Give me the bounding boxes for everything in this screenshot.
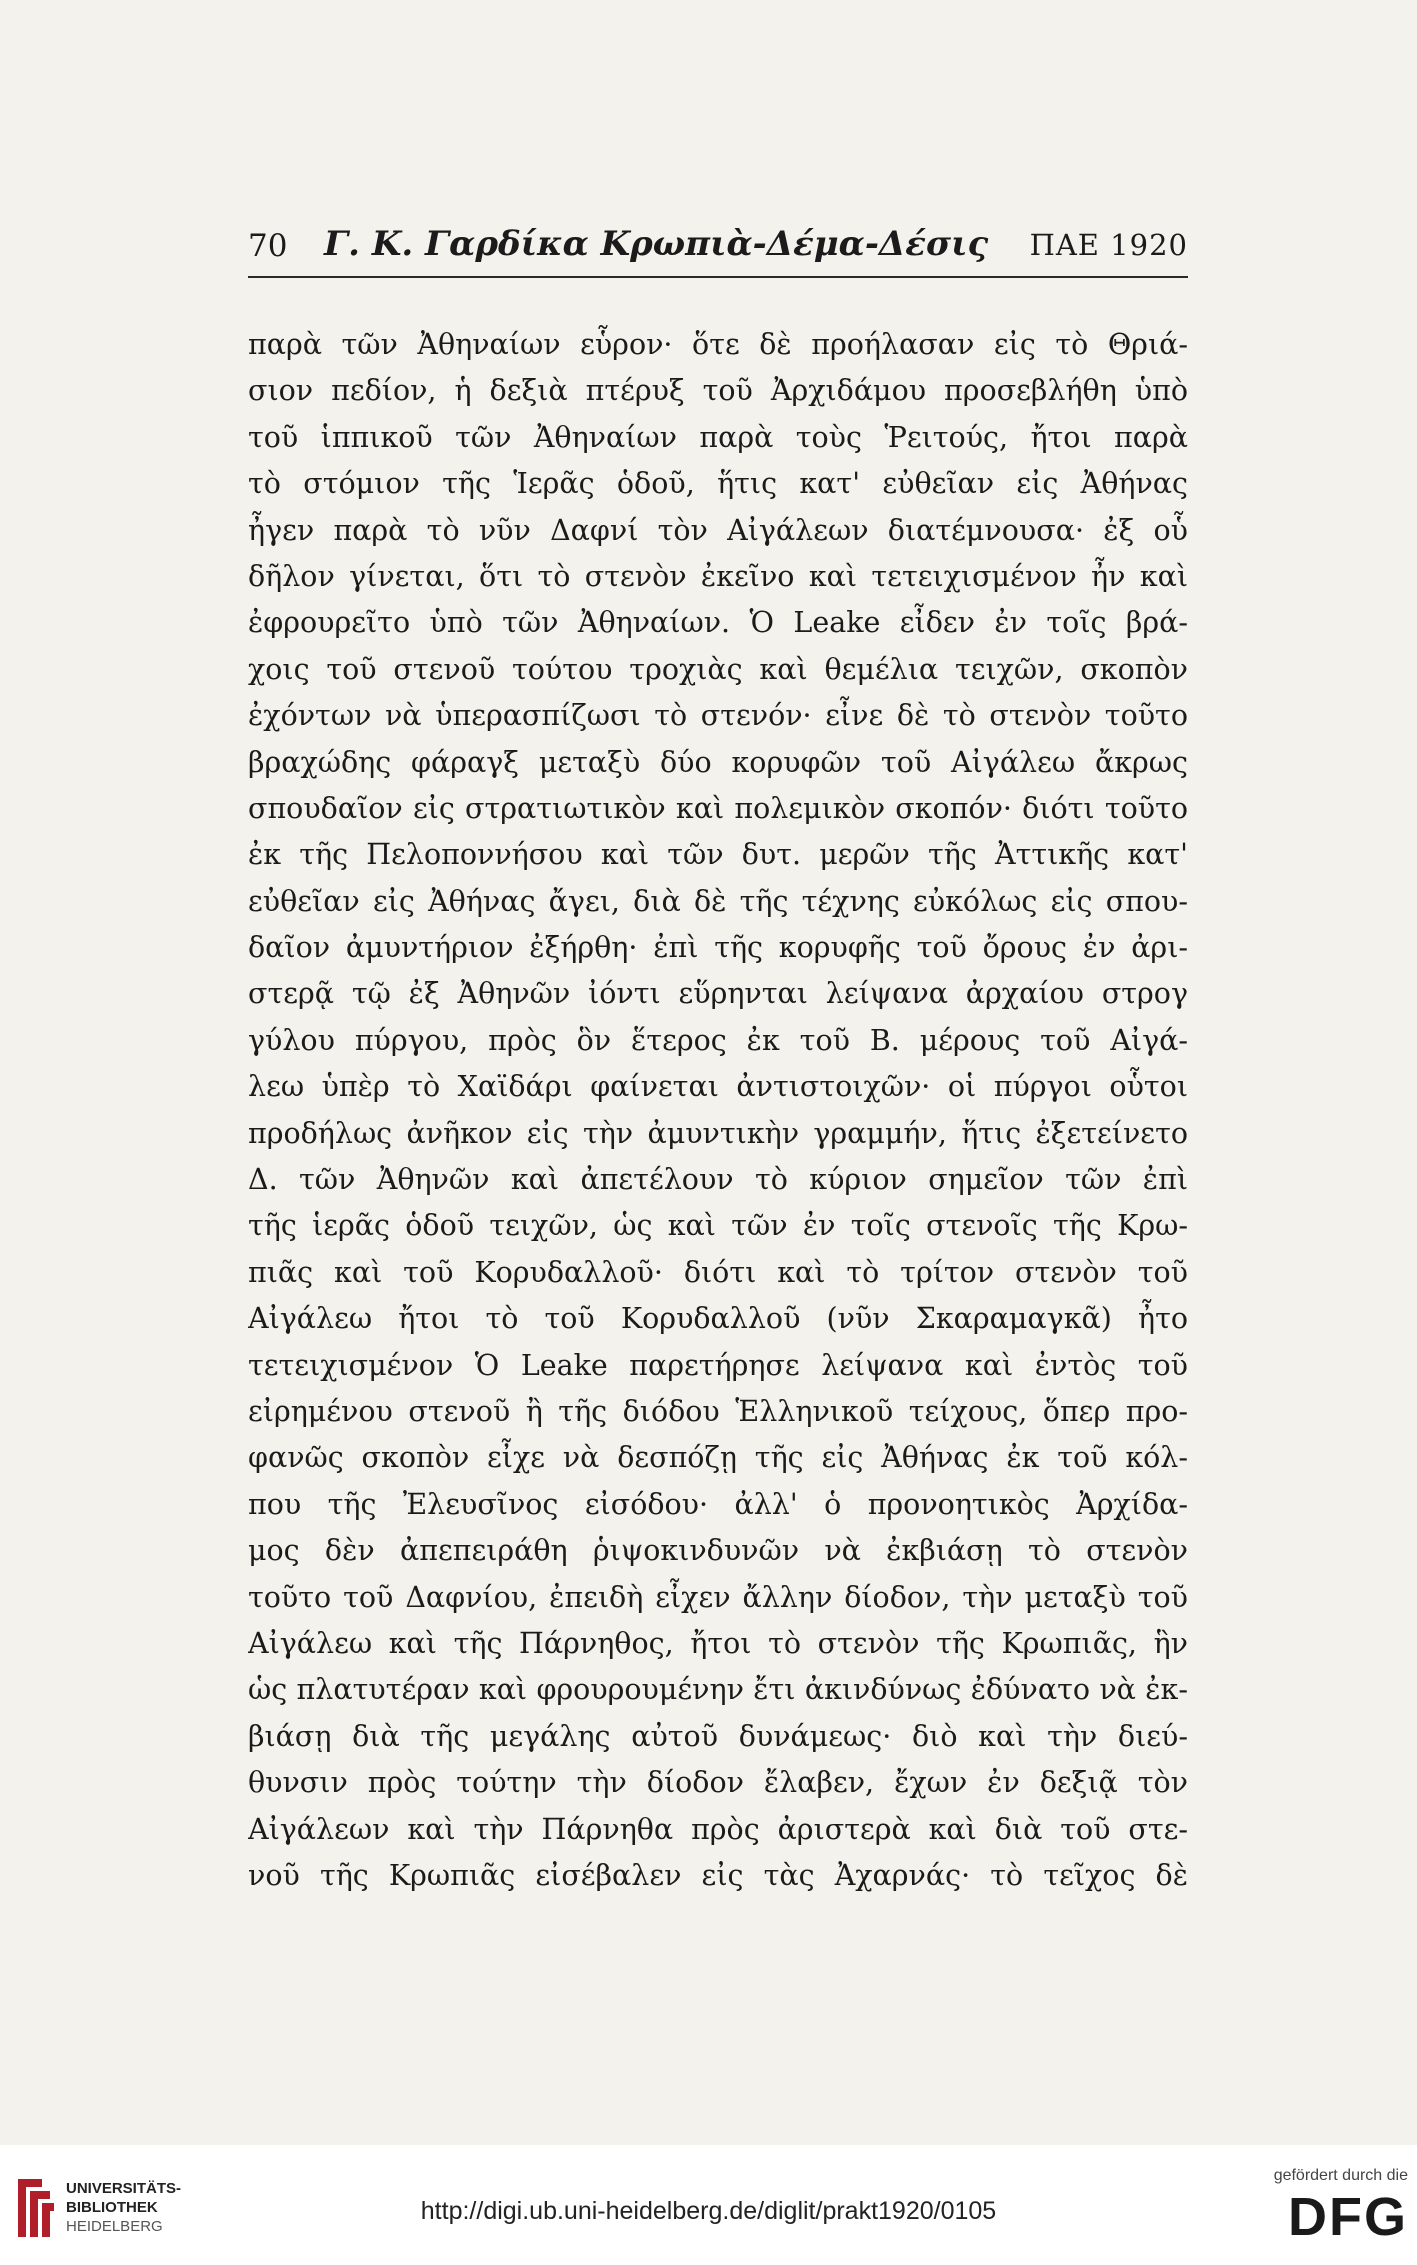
text-line: ἐκ τῆς Πελοποννήσου καὶ τῶν δυτ. μερῶν τῆς Ἀττικῆς κατ'	[248, 838, 1188, 872]
text-line: σπουδαῖον εἰς στρατιωτικὸν καὶ πολεμικὸν σκοπόν· διότι τοῦτο	[248, 791, 1188, 825]
library-line-3: HEIDELBERG	[66, 2218, 163, 2235]
text-line: γύλου πύργου, πρὸς ὃν ἕτερος ἐκ τοῦ Β. μέρους τοῦ Αἰγά-	[248, 1023, 1188, 1057]
library-line-2: BIBLIOTHEK	[66, 2199, 158, 2216]
text-line: φανῶς σκοπὸν εἶχε νὰ δεσπόζῃ τῆς εἰς Ἀθήνας ἐκ τοῦ κόλ-	[248, 1441, 1188, 1475]
library-line-1: UNIVERSITÄTS-	[66, 2180, 182, 2197]
text-line: τετειχισμένον Ὁ Leake παρετήρησε λείψανα καὶ ἐντὸς τοῦ	[248, 1348, 1188, 1382]
header-rule	[248, 276, 1188, 278]
text-line: ἐχόντων νὰ ὑπερασπίζωσι τὸ στενόν· εἶνε δὲ τὸ στενὸν τοῦτο	[248, 699, 1188, 733]
text-line: ἐφρουρεῖτο ὑπὸ τῶν Ἀθηναίων. Ὁ Leake εἶδεν ἐν τοῖς βρά-	[248, 606, 1188, 640]
text-line: εὐθεῖαν εἰς Ἀθήνας ἄγει, διὰ δὲ τῆς τέχνης εὐκόλως εἰς σπου-	[248, 884, 1188, 918]
text-line: τοῦ ἱππικοῦ τῶν Ἀθηναίων παρὰ τοὺς Ῥειτούς, ἤτοι παρὰ	[248, 420, 1188, 454]
text-line: Δ. τῶν Ἀθηνῶν καὶ ἀπετέλουν τὸ κύριον σημεῖον τῶν ἐπὶ	[248, 1163, 1188, 1197]
dfg-logo[interactable]	[1258, 2167, 1408, 2257]
text-line: ὡς πλατυτέραν καὶ φρουρουμένην ἔτι ἀκινδύνως ἐδύνατο νὰ ἐκ-	[248, 1673, 1188, 1707]
text-line: χοις τοῦ στενοῦ τούτου τροχιὰς καὶ θεμέλια τειχῶν, σκοπὸν	[248, 652, 1188, 686]
page-number: 70	[248, 228, 288, 264]
text-line: θυνσιν πρὸς τούτην τὴν δίοδον ἔλαβεν, ἔχων ἐν δεξιᾷ τὸν	[248, 1766, 1188, 1800]
footer	[0, 2145, 1417, 2265]
text-line: σιον πεδίον, ἡ δεξιὰ πτέρυξ τοῦ Ἀρχιδάμου προσεβλήθη ὑπὸ	[248, 374, 1188, 408]
article-title: Γ. Κ. Γαρδίκα Κρωπιὰ-Δέμα-Δέσις	[324, 224, 989, 264]
text-line: Αἰγάλεω καὶ τῆς Πάρνηθος, ἤτοι τὸ στενὸν τῆς Κρωπιᾶς, ἣν	[248, 1626, 1188, 1660]
text-line: λεω ὑπὲρ τὸ Χαϊδάρι φαίνεται ἀντιστοιχῶν· οἱ πύργοι οὗτοι	[248, 1070, 1188, 1104]
journal-label: ΠΑΕ 1920	[1029, 228, 1188, 262]
text-line: εἰρημένου στενοῦ ἢ τῆς διόδου Ἑλληνικοῦ τείχους, ὅπερ προ-	[248, 1394, 1188, 1428]
text-line: δαῖον ἀμυντήριον ἐξήρθη· ἐπὶ τῆς κορυφῆς τοῦ ὄρους ἐν ἀρι-	[248, 931, 1188, 965]
text-line: Αἰγάλεω ἤτοι τὸ τοῦ Κορυδαλλοῦ (νῦν Σκαραμαγκᾶ) ἦτο	[248, 1302, 1188, 1336]
source-url-link[interactable]: http://digi.ub.uni-heidelberg.de/diglit/prakt1920/0105	[420, 2197, 997, 2225]
text-line: τοῦτο τοῦ Δαφνίου, ἐπειδὴ εἶχεν ἄλλην δίοδον, τὴν μεταξὺ τοῦ	[248, 1580, 1188, 1614]
text-line: στερᾷ τῷ ἐξ Ἀθηνῶν ἰόντι εὕρηνται λείψανα ἀρχαίου στρογ	[248, 977, 1188, 1011]
text-line: μος δὲν ἀπεπειράθη ῥιψοκινδυνῶν νὰ ἐκβιάσῃ τὸ στενὸν	[248, 1534, 1188, 1568]
text-line: δῆλον γίνεται, ὅτι τὸ στενὸν ἐκεῖνο καὶ τετειχισμένον ἦν καὶ	[248, 559, 1188, 593]
funded-by-text: gefördert durch die	[1273, 2167, 1408, 2184]
text-line: παρὰ τῶν Ἀθηναίων εὗρον· ὅτε δὲ προήλασαν εἰς τὸ Θριά-	[248, 328, 1188, 361]
text-line: πιᾶς καὶ τοῦ Κορυδαλλοῦ· διότι καὶ τὸ τρίτον στενὸν τοῦ	[248, 1255, 1188, 1289]
text-line: νοῦ τῆς Κρωπιᾶς εἰσέβαλεν εἰς τὰς Ἀχαρνάς· τὸ τεῖχος δὲ	[248, 1858, 1188, 1892]
running-head	[248, 220, 1188, 272]
dfg-wordmark: DFG	[1288, 2187, 1408, 2247]
body-text	[248, 322, 1188, 1899]
text-line: Αἰγάλεων καὶ τὴν Πάρνηθα πρὸς ἀριστερὰ καὶ διὰ τοῦ στε-	[248, 1812, 1188, 1846]
text-line: τὸ στόμιον τῆς Ἱερᾶς ὁδοῦ, ἥτις κατ' εὐθεῖαν εἰς Ἀθήνας	[248, 467, 1188, 501]
text-line: βιάσῃ διὰ τῆς μεγάλης αὐτοῦ δυνάμεως· διὸ καὶ τὴν διεύ-	[248, 1719, 1188, 1753]
text-line: που τῆς Ἐλευσῖνος εἰσόδου· ἀλλ' ὁ προνοητικὸς Ἀρχίδα-	[248, 1487, 1188, 1521]
text-line: ἦγεν παρὰ τὸ νῦν Δαφνί τὸν Αἰγάλεων διατέμνουσα· ἐξ οὗ	[248, 513, 1188, 547]
text-line: προδήλως ἀνῆκον εἰς τὴν ἀμυντικὴν γραμμήν, ἥτις ἐξετείνετο	[248, 1116, 1188, 1150]
text-line: τῆς ἱερᾶς ὁδοῦ τειχῶν, ὡς καὶ τῶν ἐν τοῖς στενοῖς τῆς Κρω-	[248, 1209, 1188, 1243]
text-line: βραχώδης φάραγξ μεταξὺ δύο κορυφῶν τοῦ Αἰγάλεω ἄκρως	[248, 745, 1188, 779]
